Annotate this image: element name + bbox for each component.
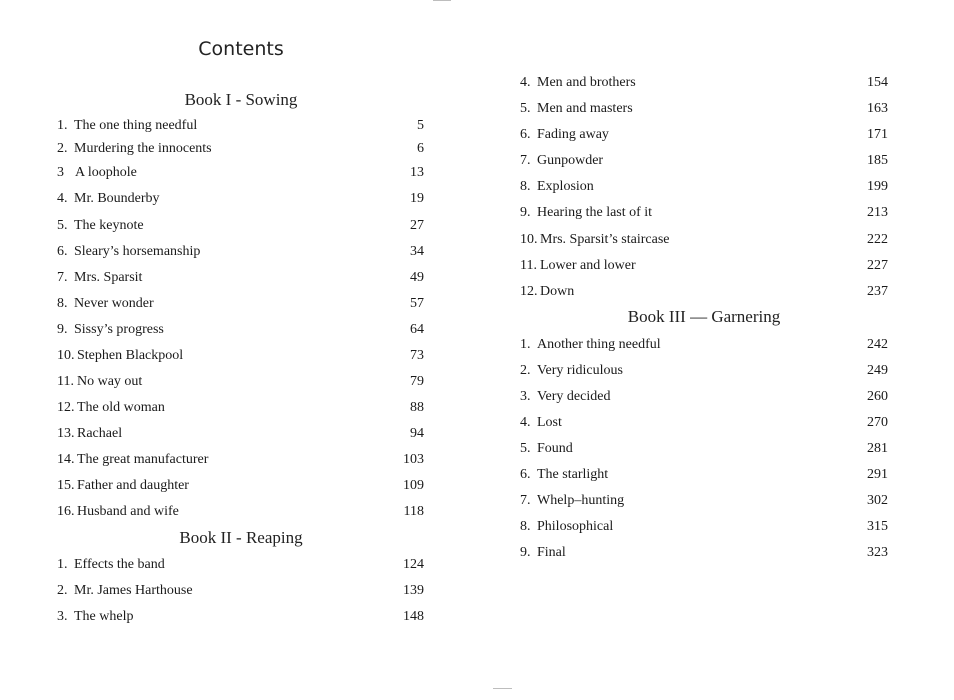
page-number: 64	[410, 322, 424, 337]
page-number: 281	[867, 441, 888, 456]
page-number: 249	[867, 363, 888, 378]
page-number: 315	[867, 519, 888, 534]
toc-entry[interactable]	[57, 321, 424, 339]
toc-entry[interactable]	[57, 477, 424, 495]
chapter-title: The whelp	[74, 609, 134, 624]
toc-entry[interactable]	[57, 556, 424, 574]
chapter-number: 14.	[57, 452, 75, 467]
chapter-title: Mrs. Sparsit’s staircase	[540, 232, 670, 247]
chapter-title: Rachael	[77, 426, 123, 441]
chapter-title: Whelp–hunting	[537, 493, 625, 508]
chapter-title: Lost	[537, 415, 562, 430]
page-number: 27	[410, 218, 424, 233]
chapter-title: Fading away	[537, 127, 609, 142]
page-number: 185	[867, 153, 888, 168]
toc-entry[interactable]	[520, 231, 888, 249]
book-heading: Book II - Reaping	[179, 528, 303, 547]
chapter-number: 5.	[520, 101, 531, 116]
toc-entry[interactable]	[57, 347, 424, 365]
chapter-title: Found	[537, 441, 573, 456]
chapter-title: Sissy’s progress	[74, 322, 164, 337]
toc-entry[interactable]	[520, 152, 888, 170]
page-number: 227	[867, 258, 888, 273]
page-number: 109	[403, 478, 424, 493]
chapter-title: Men and brothers	[537, 75, 636, 90]
page-number: 237	[867, 284, 888, 299]
page-number: 57	[410, 296, 424, 311]
toc-entry[interactable]	[520, 518, 888, 536]
toc-entry[interactable]	[57, 451, 424, 469]
toc-entry[interactable]	[57, 269, 424, 287]
page-number: 242	[867, 337, 888, 352]
chapter-title: Very ridiculous	[537, 363, 623, 378]
chapter-number: 13.	[57, 426, 75, 441]
toc-entry[interactable]	[57, 190, 424, 208]
chapter-number: 12.	[57, 400, 75, 415]
chapter-title: Never wonder	[74, 296, 154, 311]
chapter-number: 3.	[57, 609, 68, 624]
chapter-number: 16.	[57, 504, 75, 519]
chapter-number: 8.	[520, 519, 531, 534]
page-title: Contents	[198, 38, 284, 60]
chapter-title: No way out	[77, 374, 143, 389]
page-number: 19	[410, 191, 424, 206]
chapter-title: Husband and wife	[77, 504, 179, 519]
page-number: 291	[867, 467, 888, 482]
chapter-number: 10.	[520, 232, 538, 247]
chapter-title: The starlight	[537, 467, 609, 482]
chapter-number: 10.	[57, 348, 75, 363]
toc-entry[interactable]	[520, 544, 888, 562]
page-number: 199	[867, 179, 888, 194]
toc-entry[interactable]	[57, 582, 424, 600]
toc-entry[interactable]	[520, 257, 888, 275]
chapter-number: 7.	[520, 153, 531, 168]
toc-entry[interactable]	[520, 283, 888, 301]
chapter-number: 8.	[57, 296, 68, 311]
page-edge-mark-bottom	[493, 688, 512, 689]
chapter-title: Very decided	[537, 389, 611, 404]
page-number: 88	[410, 400, 424, 415]
toc-entry[interactable]	[520, 100, 888, 118]
chapter-number: 2.	[57, 583, 68, 598]
chapter-number: 1.	[57, 118, 68, 133]
toc-entry[interactable]	[520, 466, 888, 484]
page-number: 139	[403, 583, 424, 598]
chapter-number: 3	[57, 165, 64, 180]
toc-entry[interactable]	[520, 74, 888, 92]
toc-entry[interactable]	[520, 362, 888, 380]
page-number: 323	[867, 545, 888, 560]
chapter-number: 9.	[520, 545, 531, 560]
page-number: 270	[867, 415, 888, 430]
chapter-title: Gunpowder	[537, 153, 604, 168]
chapter-number: 4.	[520, 415, 531, 430]
chapter-number: 9.	[520, 205, 531, 220]
chapter-title: Effects the band	[74, 557, 165, 572]
page-number: 148	[403, 609, 424, 624]
toc-entry[interactable]	[520, 388, 888, 406]
chapter-title: Philosophical	[537, 519, 614, 534]
chapter-title: Mrs. Sparsit	[74, 270, 143, 285]
chapter-number: 4.	[57, 191, 68, 206]
toc-entry[interactable]	[57, 117, 424, 135]
chapter-title: Final	[537, 545, 566, 560]
toc-entry[interactable]	[57, 425, 424, 443]
toc-entry[interactable]	[57, 140, 424, 158]
chapter-number: 6.	[520, 127, 531, 142]
chapter-number: 7.	[520, 493, 531, 508]
chapter-number: 8.	[520, 179, 531, 194]
toc-entry[interactable]	[520, 492, 888, 510]
chapter-title: A loophole	[75, 165, 137, 180]
chapter-number: 1.	[57, 557, 68, 572]
page-number: 73	[410, 348, 424, 363]
page-number: 118	[403, 504, 424, 519]
chapter-title: The one thing needful	[74, 118, 198, 133]
chapter-title: Lower and lower	[540, 258, 636, 273]
book-heading: Book I - Sowing	[184, 90, 298, 109]
toc-entry[interactable]	[57, 243, 424, 261]
chapter-number: 4.	[520, 75, 531, 90]
book-heading: Book III — Garnering	[627, 307, 781, 326]
chapter-number: 6.	[520, 467, 531, 482]
chapter-number: 5.	[57, 218, 68, 233]
toc-entry[interactable]	[57, 608, 424, 626]
chapter-title: Mr. Bounderby	[74, 191, 160, 206]
chapter-title: Hearing the last of it	[537, 205, 653, 220]
chapter-title: Down	[540, 284, 575, 299]
toc-entry[interactable]	[520, 178, 888, 196]
page-number: 13	[410, 165, 424, 180]
toc-entry[interactable]	[57, 164, 424, 182]
chapter-title: The old woman	[77, 400, 165, 415]
toc-entry[interactable]	[520, 204, 888, 222]
chapter-title: The great manufacturer	[77, 452, 209, 467]
chapter-title: Sleary’s horsemanship	[74, 244, 201, 259]
page-number: 213	[867, 205, 888, 220]
page-number: 103	[403, 452, 424, 467]
chapter-title: Mr. James Harthouse	[74, 583, 193, 598]
page-number: 302	[867, 493, 888, 508]
chapter-number: 12.	[520, 284, 538, 299]
chapter-number: 7.	[57, 270, 68, 285]
chapter-number: 3.	[520, 389, 531, 404]
toc-entry[interactable]	[520, 440, 888, 458]
page-number: 171	[867, 127, 888, 142]
page-number: 49	[410, 270, 424, 285]
page-edge-mark-top	[433, 0, 451, 1]
chapter-title: Explosion	[537, 179, 594, 194]
page-number: 124	[403, 557, 424, 572]
toc-entry[interactable]	[57, 217, 424, 235]
page-number: 154	[867, 75, 888, 90]
toc-entry[interactable]	[57, 503, 424, 521]
toc-entry[interactable]	[520, 414, 888, 432]
toc-entry[interactable]	[520, 336, 888, 354]
chapter-number: 9.	[57, 322, 68, 337]
page-number: 260	[867, 389, 888, 404]
toc-entry[interactable]	[57, 399, 424, 417]
chapter-number: 11.	[57, 374, 74, 389]
page-number: 6	[417, 141, 424, 156]
chapter-number: 15.	[57, 478, 75, 493]
page-number: 5	[417, 118, 424, 133]
chapter-title: Another thing needful	[537, 337, 661, 352]
chapter-title: Men and masters	[537, 101, 633, 116]
chapter-number: 11.	[520, 258, 537, 273]
page-number: 34	[410, 244, 424, 259]
page-number: 94	[410, 426, 424, 441]
chapter-title: Stephen Blackpool	[77, 348, 184, 363]
chapter-title: Murdering the innocents	[74, 141, 212, 156]
page-number: 163	[867, 101, 888, 116]
toc-entry[interactable]	[57, 373, 424, 391]
chapter-number: 6.	[57, 244, 68, 259]
chapter-number: 1.	[520, 337, 531, 352]
chapter-title: Father and daughter	[77, 478, 189, 493]
chapter-number: 2.	[520, 363, 531, 378]
chapter-number: 5.	[520, 441, 531, 456]
toc-entry[interactable]	[520, 126, 888, 144]
page-number: 222	[867, 232, 888, 247]
toc-entry[interactable]	[57, 295, 424, 313]
chapter-number: 2.	[57, 141, 68, 156]
page-number: 79	[410, 374, 424, 389]
chapter-title: The keynote	[74, 218, 144, 233]
